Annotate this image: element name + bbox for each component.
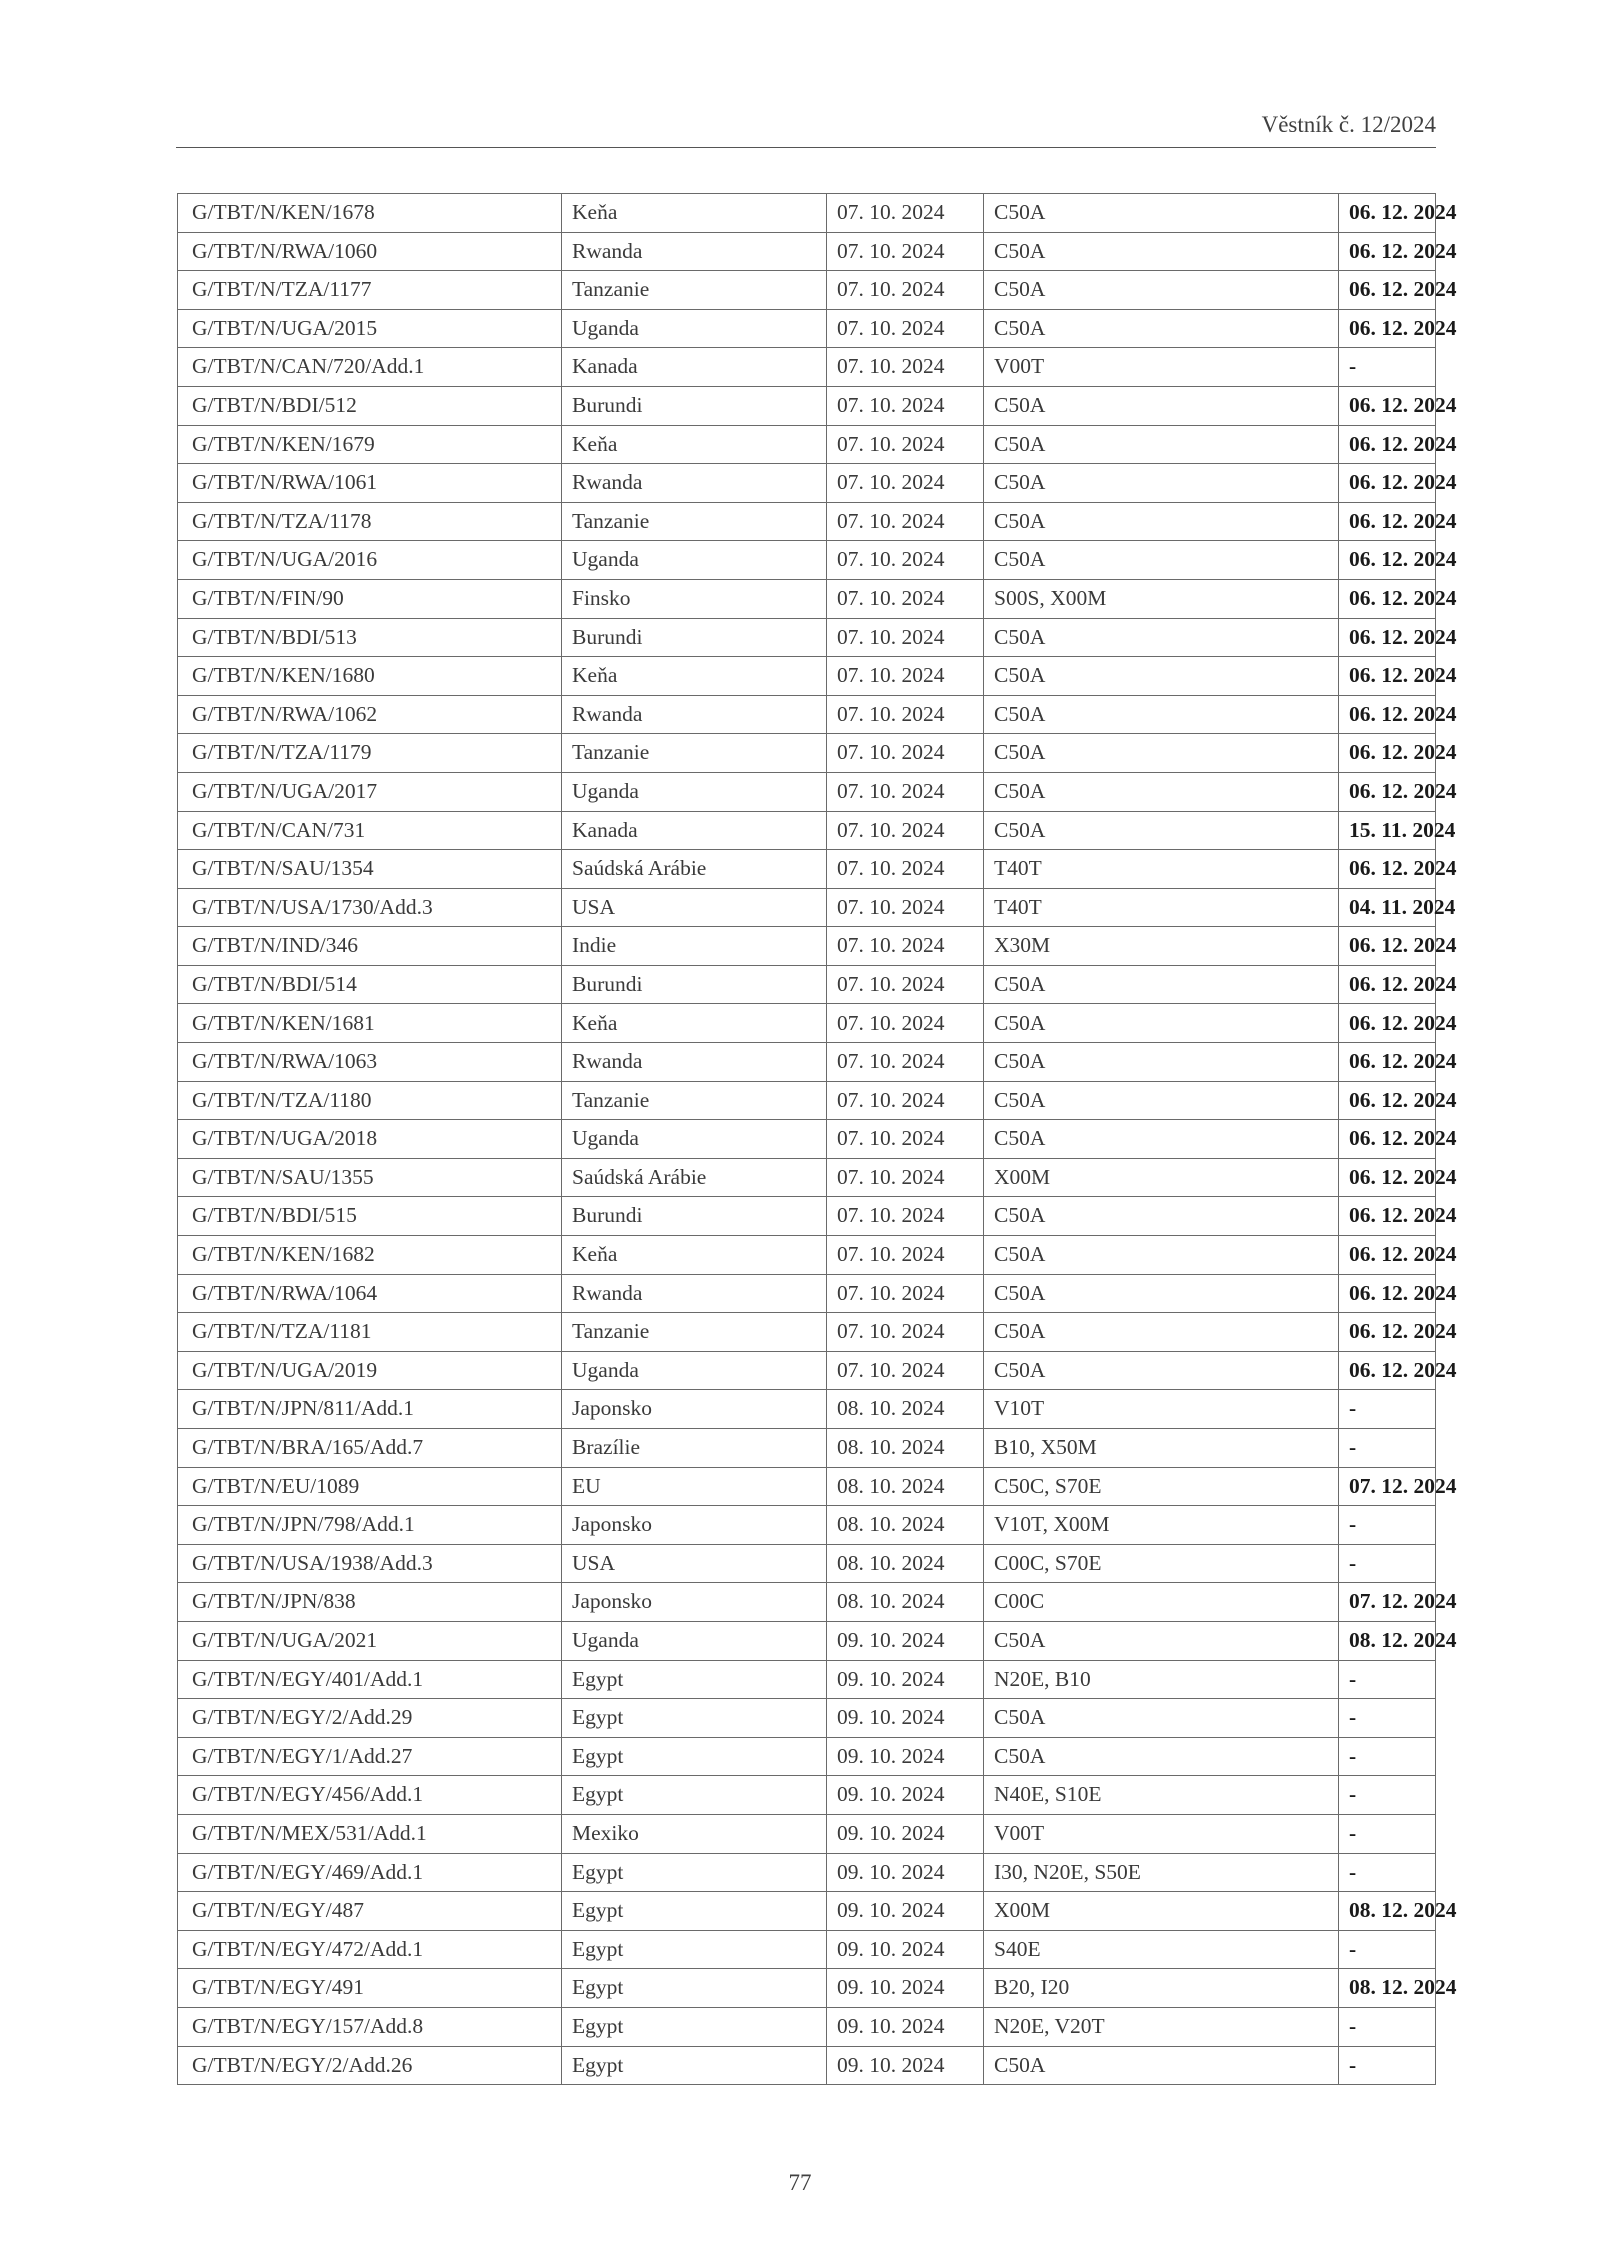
code-cell: N20E, B10 xyxy=(984,1660,1339,1699)
notification-id-cell: G/TBT/N/TZA/1179 xyxy=(178,734,562,773)
table-row xyxy=(178,1699,1436,1738)
notification-id-cell: G/TBT/N/BRA/165/Add.7 xyxy=(178,1429,562,1468)
code-cell: C50A xyxy=(984,1043,1339,1082)
date-cell: 07. 10. 2024 xyxy=(827,1197,984,1236)
code-cell: C50A xyxy=(984,618,1339,657)
table-row xyxy=(178,1814,1436,1853)
table-row xyxy=(178,1853,1436,1892)
notification-id-cell: G/TBT/N/EGY/401/Add.1 xyxy=(178,1660,562,1699)
table-row xyxy=(178,1969,1436,2008)
table-row xyxy=(178,734,1436,773)
notification-id-cell: G/TBT/N/TZA/1178 xyxy=(178,502,562,541)
deadline-cell: - xyxy=(1339,1506,1436,1545)
table-row xyxy=(178,1274,1436,1313)
country-cell: Egypt xyxy=(562,1776,827,1815)
deadline-cell: 06. 12. 2024 xyxy=(1339,1043,1436,1082)
country-cell: Keňa xyxy=(562,425,827,464)
notification-id-cell: G/TBT/N/BDI/512 xyxy=(178,386,562,425)
date-cell: 09. 10. 2024 xyxy=(827,2007,984,2046)
deadline-cell: 06. 12. 2024 xyxy=(1339,579,1436,618)
table-row xyxy=(178,618,1436,657)
notification-id-cell: G/TBT/N/BDI/513 xyxy=(178,618,562,657)
code-cell: C50A xyxy=(984,194,1339,233)
deadline-cell: 06. 12. 2024 xyxy=(1339,1081,1436,1120)
deadline-cell: 08. 12. 2024 xyxy=(1339,1621,1436,1660)
deadline-cell: 06. 12. 2024 xyxy=(1339,695,1436,734)
table-row xyxy=(178,1776,1436,1815)
date-cell: 07. 10. 2024 xyxy=(827,695,984,734)
deadline-cell: 06. 12. 2024 xyxy=(1339,618,1436,657)
date-cell: 07. 10. 2024 xyxy=(827,1236,984,1275)
deadline-cell: 07. 12. 2024 xyxy=(1339,1467,1436,1506)
deadline-cell: 04. 11. 2024 xyxy=(1339,888,1436,927)
code-cell: X00M xyxy=(984,1158,1339,1197)
date-cell: 07. 10. 2024 xyxy=(827,772,984,811)
code-cell: T40T xyxy=(984,888,1339,927)
country-cell: Keňa xyxy=(562,1004,827,1043)
code-cell: V10T xyxy=(984,1390,1339,1429)
table-row xyxy=(178,232,1436,271)
notification-id-cell: G/TBT/N/SAU/1355 xyxy=(178,1158,562,1197)
country-cell: Burundi xyxy=(562,386,827,425)
code-cell: C50A xyxy=(984,1197,1339,1236)
country-cell: Keňa xyxy=(562,194,827,233)
notification-id-cell: G/TBT/N/JPN/838 xyxy=(178,1583,562,1622)
deadline-cell: 06. 12. 2024 xyxy=(1339,309,1436,348)
date-cell: 07. 10. 2024 xyxy=(827,657,984,696)
notification-id-cell: G/TBT/N/RWA/1062 xyxy=(178,695,562,734)
country-cell: Egypt xyxy=(562,1892,827,1931)
deadline-cell: 06. 12. 2024 xyxy=(1339,1274,1436,1313)
code-cell: C50A xyxy=(984,541,1339,580)
table-row xyxy=(178,657,1436,696)
date-cell: 07. 10. 2024 xyxy=(827,1081,984,1120)
table-row xyxy=(178,811,1436,850)
date-cell: 09. 10. 2024 xyxy=(827,1737,984,1776)
notification-id-cell: G/TBT/N/UGA/2015 xyxy=(178,309,562,348)
date-cell: 07. 10. 2024 xyxy=(827,850,984,889)
date-cell: 07. 10. 2024 xyxy=(827,1351,984,1390)
date-cell: 08. 10. 2024 xyxy=(827,1583,984,1622)
date-cell: 07. 10. 2024 xyxy=(827,386,984,425)
country-cell: Tanzanie xyxy=(562,734,827,773)
date-cell: 07. 10. 2024 xyxy=(827,541,984,580)
deadline-cell: 06. 12. 2024 xyxy=(1339,657,1436,696)
deadline-cell: 07. 12. 2024 xyxy=(1339,1583,1436,1622)
date-cell: 07. 10. 2024 xyxy=(827,1158,984,1197)
country-cell: Indie xyxy=(562,927,827,966)
code-cell: C50A xyxy=(984,734,1339,773)
notification-id-cell: G/TBT/N/FIN/90 xyxy=(178,579,562,618)
country-cell: Japonsko xyxy=(562,1583,827,1622)
table-row xyxy=(178,1120,1436,1159)
code-cell: C50A xyxy=(984,425,1339,464)
country-cell: Rwanda xyxy=(562,464,827,503)
date-cell: 08. 10. 2024 xyxy=(827,1544,984,1583)
country-cell: Kanada xyxy=(562,348,827,387)
date-cell: 09. 10. 2024 xyxy=(827,1660,984,1699)
table-row xyxy=(178,425,1436,464)
code-cell: C50A xyxy=(984,1274,1339,1313)
country-cell: Mexiko xyxy=(562,1814,827,1853)
table-row xyxy=(178,1467,1436,1506)
deadline-cell: 06. 12. 2024 xyxy=(1339,502,1436,541)
date-cell: 09. 10. 2024 xyxy=(827,1814,984,1853)
date-cell: 07. 10. 2024 xyxy=(827,271,984,310)
code-cell: C50A xyxy=(984,464,1339,503)
notification-id-cell: G/TBT/N/CAN/731 xyxy=(178,811,562,850)
code-cell: C50A xyxy=(984,1004,1339,1043)
country-cell: Egypt xyxy=(562,1930,827,1969)
code-cell: C50A xyxy=(984,811,1339,850)
code-cell: C50A xyxy=(984,1699,1339,1738)
deadline-cell: 08. 12. 2024 xyxy=(1339,1969,1436,2008)
notification-id-cell: G/TBT/N/MEX/531/Add.1 xyxy=(178,1814,562,1853)
table-row xyxy=(178,1660,1436,1699)
date-cell: 07. 10. 2024 xyxy=(827,1120,984,1159)
notification-id-cell: G/TBT/N/UGA/2019 xyxy=(178,1351,562,1390)
code-cell: C50A xyxy=(984,1081,1339,1120)
date-cell: 07. 10. 2024 xyxy=(827,579,984,618)
deadline-cell: - xyxy=(1339,1814,1436,1853)
code-cell: S40E xyxy=(984,1930,1339,1969)
deadline-cell: 06. 12. 2024 xyxy=(1339,1004,1436,1043)
deadline-cell: - xyxy=(1339,1776,1436,1815)
code-cell: S00S, X00M xyxy=(984,579,1339,618)
notification-id-cell: G/TBT/N/TZA/1177 xyxy=(178,271,562,310)
notification-id-cell: G/TBT/N/KEN/1679 xyxy=(178,425,562,464)
deadline-cell: 06. 12. 2024 xyxy=(1339,1351,1436,1390)
country-cell: Egypt xyxy=(562,1737,827,1776)
table-row xyxy=(178,1930,1436,1969)
notification-id-cell: G/TBT/N/EGY/2/Add.26 xyxy=(178,2046,562,2085)
code-cell: C00C xyxy=(984,1583,1339,1622)
country-cell: Finsko xyxy=(562,579,827,618)
country-cell: Kanada xyxy=(562,811,827,850)
notification-id-cell: G/TBT/N/JPN/798/Add.1 xyxy=(178,1506,562,1545)
country-cell: Egypt xyxy=(562,1969,827,2008)
table-row xyxy=(178,1236,1436,1275)
notification-id-cell: G/TBT/N/KEN/1678 xyxy=(178,194,562,233)
country-cell: Tanzanie xyxy=(562,271,827,310)
deadline-cell: - xyxy=(1339,1390,1436,1429)
code-cell: B10, X50M xyxy=(984,1429,1339,1468)
country-cell: Uganda xyxy=(562,1351,827,1390)
deadline-cell: - xyxy=(1339,2007,1436,2046)
notification-id-cell: G/TBT/N/UGA/2018 xyxy=(178,1120,562,1159)
date-cell: 08. 10. 2024 xyxy=(827,1429,984,1468)
country-cell: USA xyxy=(562,1544,827,1583)
date-cell: 07. 10. 2024 xyxy=(827,232,984,271)
code-cell: N20E, V20T xyxy=(984,2007,1339,2046)
table-row xyxy=(178,348,1436,387)
table-row xyxy=(178,1892,1436,1931)
table-row xyxy=(178,1583,1436,1622)
code-cell: V10T, X00M xyxy=(984,1506,1339,1545)
deadline-cell: - xyxy=(1339,1660,1436,1699)
date-cell: 09. 10. 2024 xyxy=(827,1892,984,1931)
date-cell: 08. 10. 2024 xyxy=(827,1467,984,1506)
country-cell: Egypt xyxy=(562,2007,827,2046)
table-row xyxy=(178,965,1436,1004)
deadline-cell: 06. 12. 2024 xyxy=(1339,1120,1436,1159)
date-cell: 07. 10. 2024 xyxy=(827,1313,984,1352)
country-cell: Uganda xyxy=(562,541,827,580)
date-cell: 07. 10. 2024 xyxy=(827,464,984,503)
table-row xyxy=(178,1004,1436,1043)
deadline-cell: 06. 12. 2024 xyxy=(1339,232,1436,271)
header-divider xyxy=(176,147,1436,148)
notification-id-cell: G/TBT/N/BDI/514 xyxy=(178,965,562,1004)
notification-id-cell: G/TBT/N/USA/1730/Add.3 xyxy=(178,888,562,927)
country-cell: Tanzanie xyxy=(562,1313,827,1352)
code-cell: C50A xyxy=(984,657,1339,696)
deadline-cell: 15. 11. 2024 xyxy=(1339,811,1436,850)
country-cell: Tanzanie xyxy=(562,1081,827,1120)
notification-id-cell: G/TBT/N/EU/1089 xyxy=(178,1467,562,1506)
country-cell: Uganda xyxy=(562,1621,827,1660)
deadline-cell: 06. 12. 2024 xyxy=(1339,1236,1436,1275)
country-cell: Keňa xyxy=(562,1236,827,1275)
code-cell: C50A xyxy=(984,1313,1339,1352)
table-row xyxy=(178,772,1436,811)
country-cell: Keňa xyxy=(562,657,827,696)
deadline-cell: 06. 12. 2024 xyxy=(1339,850,1436,889)
deadline-cell: - xyxy=(1339,1930,1436,1969)
table-row xyxy=(178,386,1436,425)
table-row xyxy=(178,1390,1436,1429)
country-cell: Rwanda xyxy=(562,695,827,734)
date-cell: 07. 10. 2024 xyxy=(827,194,984,233)
country-cell: Egypt xyxy=(562,1660,827,1699)
notification-id-cell: G/TBT/N/RWA/1063 xyxy=(178,1043,562,1082)
deadline-cell: 06. 12. 2024 xyxy=(1339,194,1436,233)
code-cell: C50C, S70E xyxy=(984,1467,1339,1506)
code-cell: C50A xyxy=(984,232,1339,271)
deadline-cell: 08. 12. 2024 xyxy=(1339,1892,1436,1931)
table-row xyxy=(178,850,1436,889)
code-cell: C50A xyxy=(984,2046,1339,2085)
notification-id-cell: G/TBT/N/RWA/1064 xyxy=(178,1274,562,1313)
code-cell: C00C, S70E xyxy=(984,1544,1339,1583)
country-cell: Saúdská Arábie xyxy=(562,1158,827,1197)
notifications-table-body xyxy=(178,194,1457,2085)
deadline-cell: - xyxy=(1339,1544,1436,1583)
date-cell: 07. 10. 2024 xyxy=(827,734,984,773)
country-cell: USA xyxy=(562,888,827,927)
country-cell: Egypt xyxy=(562,1853,827,1892)
notification-id-cell: G/TBT/N/RWA/1060 xyxy=(178,232,562,271)
code-cell: C50A xyxy=(984,772,1339,811)
notification-id-cell: G/TBT/N/USA/1938/Add.3 xyxy=(178,1544,562,1583)
table-row xyxy=(178,464,1436,503)
date-cell: 09. 10. 2024 xyxy=(827,1969,984,2008)
code-cell: C50A xyxy=(984,1236,1339,1275)
code-cell: N40E, S10E xyxy=(984,1776,1339,1815)
code-cell: C50A xyxy=(984,386,1339,425)
deadline-cell: - xyxy=(1339,1699,1436,1738)
date-cell: 08. 10. 2024 xyxy=(827,1506,984,1545)
notification-id-cell: G/TBT/N/CAN/720/Add.1 xyxy=(178,348,562,387)
country-cell: Uganda xyxy=(562,772,827,811)
table-row xyxy=(178,1313,1436,1352)
deadline-cell: 06. 12. 2024 xyxy=(1339,1158,1436,1197)
notification-id-cell: G/TBT/N/EGY/1/Add.27 xyxy=(178,1737,562,1776)
notification-id-cell: G/TBT/N/BDI/515 xyxy=(178,1197,562,1236)
deadline-cell: - xyxy=(1339,1737,1436,1776)
notification-id-cell: G/TBT/N/TZA/1181 xyxy=(178,1313,562,1352)
date-cell: 09. 10. 2024 xyxy=(827,1776,984,1815)
notification-id-cell: G/TBT/N/JPN/811/Add.1 xyxy=(178,1390,562,1429)
table-row xyxy=(178,1158,1436,1197)
deadline-cell: - xyxy=(1339,1429,1436,1468)
code-cell: C50A xyxy=(984,271,1339,310)
date-cell: 07. 10. 2024 xyxy=(827,888,984,927)
country-cell: Burundi xyxy=(562,618,827,657)
notification-id-cell: G/TBT/N/EGY/472/Add.1 xyxy=(178,1930,562,1969)
country-cell: Rwanda xyxy=(562,232,827,271)
country-cell: Uganda xyxy=(562,309,827,348)
date-cell: 07. 10. 2024 xyxy=(827,1004,984,1043)
deadline-cell: 06. 12. 2024 xyxy=(1339,271,1436,310)
table-row xyxy=(178,1081,1436,1120)
notification-id-cell: G/TBT/N/EGY/2/Add.29 xyxy=(178,1699,562,1738)
notification-id-cell: G/TBT/N/EGY/157/Add.8 xyxy=(178,2007,562,2046)
table-row xyxy=(178,271,1436,310)
deadline-cell: 06. 12. 2024 xyxy=(1339,464,1436,503)
date-cell: 07. 10. 2024 xyxy=(827,425,984,464)
notification-id-cell: G/TBT/N/SAU/1354 xyxy=(178,850,562,889)
table-row xyxy=(178,888,1436,927)
deadline-cell: - xyxy=(1339,348,1436,387)
country-cell: Burundi xyxy=(562,1197,827,1236)
code-cell: C50A xyxy=(984,695,1339,734)
country-cell: Burundi xyxy=(562,965,827,1004)
date-cell: 07. 10. 2024 xyxy=(827,1274,984,1313)
notification-id-cell: G/TBT/N/RWA/1061 xyxy=(178,464,562,503)
date-cell: 07. 10. 2024 xyxy=(827,811,984,850)
country-cell: Uganda xyxy=(562,1120,827,1159)
table-row xyxy=(178,2046,1436,2085)
notification-id-cell: G/TBT/N/IND/346 xyxy=(178,927,562,966)
code-cell: V00T xyxy=(984,348,1339,387)
code-cell: C50A xyxy=(984,1737,1339,1776)
table-row xyxy=(178,502,1436,541)
code-cell: C50A xyxy=(984,309,1339,348)
date-cell: 08. 10. 2024 xyxy=(827,1390,984,1429)
code-cell: X30M xyxy=(984,927,1339,966)
deadline-cell: 06. 12. 2024 xyxy=(1339,1313,1436,1352)
deadline-cell: 06. 12. 2024 xyxy=(1339,541,1436,580)
table-row xyxy=(178,1737,1436,1776)
date-cell: 07. 10. 2024 xyxy=(827,618,984,657)
deadline-cell: 06. 12. 2024 xyxy=(1339,425,1436,464)
notification-id-cell: G/TBT/N/UGA/2021 xyxy=(178,1621,562,1660)
date-cell: 09. 10. 2024 xyxy=(827,1699,984,1738)
notification-id-cell: G/TBT/N/KEN/1681 xyxy=(178,1004,562,1043)
deadline-cell: - xyxy=(1339,1853,1436,1892)
code-cell: X00M xyxy=(984,1892,1339,1931)
notification-id-cell: G/TBT/N/EGY/487 xyxy=(178,1892,562,1931)
table-row xyxy=(178,927,1436,966)
date-cell: 07. 10. 2024 xyxy=(827,927,984,966)
page-number: 77 xyxy=(788,2170,812,2195)
notification-id-cell: G/TBT/N/KEN/1680 xyxy=(178,657,562,696)
table-row xyxy=(178,2007,1436,2046)
country-cell: Japonsko xyxy=(562,1390,827,1429)
deadline-cell: 06. 12. 2024 xyxy=(1339,734,1436,773)
notification-id-cell: G/TBT/N/UGA/2017 xyxy=(178,772,562,811)
code-cell: C50A xyxy=(984,1120,1339,1159)
table-row xyxy=(178,194,1436,233)
country-cell: Egypt xyxy=(562,2046,827,2085)
date-cell: 09. 10. 2024 xyxy=(827,1621,984,1660)
country-cell: Rwanda xyxy=(562,1274,827,1313)
table-row xyxy=(178,579,1436,618)
code-cell: B20, I20 xyxy=(984,1969,1339,2008)
country-cell: Rwanda xyxy=(562,1043,827,1082)
code-cell: C50A xyxy=(984,1621,1339,1660)
deadline-cell: 06. 12. 2024 xyxy=(1339,386,1436,425)
table-row xyxy=(178,1197,1436,1236)
code-cell: V00T xyxy=(984,1814,1339,1853)
notification-id-cell: G/TBT/N/EGY/469/Add.1 xyxy=(178,1853,562,1892)
code-cell: C50A xyxy=(984,1351,1339,1390)
date-cell: 07. 10. 2024 xyxy=(827,502,984,541)
notification-id-cell: G/TBT/N/EGY/456/Add.1 xyxy=(178,1776,562,1815)
notification-id-cell: G/TBT/N/EGY/491 xyxy=(178,1969,562,2008)
table-row xyxy=(178,695,1436,734)
date-cell: 07. 10. 2024 xyxy=(827,1043,984,1082)
country-cell: Japonsko xyxy=(562,1506,827,1545)
date-cell: 09. 10. 2024 xyxy=(827,1930,984,1969)
date-cell: 07. 10. 2024 xyxy=(827,348,984,387)
date-cell: 09. 10. 2024 xyxy=(827,2046,984,2085)
notifications-table xyxy=(177,193,1457,2085)
table-row xyxy=(178,1544,1436,1583)
country-cell: Brazílie xyxy=(562,1429,827,1468)
notification-id-cell: G/TBT/N/KEN/1682 xyxy=(178,1236,562,1275)
notification-id-cell: G/TBT/N/TZA/1180 xyxy=(178,1081,562,1120)
date-cell: 07. 10. 2024 xyxy=(827,309,984,348)
code-cell: T40T xyxy=(984,850,1339,889)
date-cell: 07. 10. 2024 xyxy=(827,965,984,1004)
deadline-cell: - xyxy=(1339,2046,1436,2085)
deadline-cell: 06. 12. 2024 xyxy=(1339,772,1436,811)
country-cell: Saúdská Arábie xyxy=(562,850,827,889)
country-cell: Egypt xyxy=(562,1699,827,1738)
code-cell: C50A xyxy=(984,965,1339,1004)
page-header-title: Věstník č. 12/2024 xyxy=(1261,112,1436,137)
deadline-cell: 06. 12. 2024 xyxy=(1339,1197,1436,1236)
notification-id-cell: G/TBT/N/UGA/2016 xyxy=(178,541,562,580)
table-row xyxy=(178,1043,1436,1082)
code-cell: C50A xyxy=(984,502,1339,541)
table-row xyxy=(178,1621,1436,1660)
table-row xyxy=(178,309,1436,348)
code-cell: I30, N20E, S50E xyxy=(984,1853,1339,1892)
country-cell: Tanzanie xyxy=(562,502,827,541)
deadline-cell: 06. 12. 2024 xyxy=(1339,927,1436,966)
country-cell: EU xyxy=(562,1467,827,1506)
table-row xyxy=(178,1429,1436,1468)
table-row xyxy=(178,1506,1436,1545)
deadline-cell: 06. 12. 2024 xyxy=(1339,965,1436,1004)
table-row xyxy=(178,1351,1436,1390)
table-row xyxy=(178,541,1436,580)
date-cell: 09. 10. 2024 xyxy=(827,1853,984,1892)
